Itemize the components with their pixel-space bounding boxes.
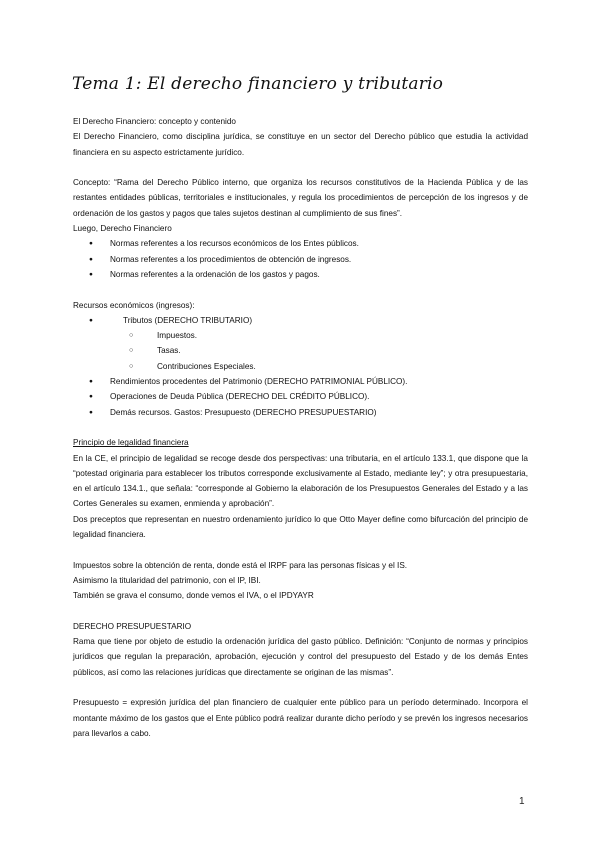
list-item: ● Normas referentes a la ordenación de los gastos y pagos. (73, 267, 528, 282)
tributos-label: Tributos (DERECHO TRIBUTARIO) (123, 315, 253, 325)
impuestos-line: También se grava el consumo, donde vemos el IVA, o el IPDYAYR (73, 591, 314, 601)
concepto-lead: Luego, Derecho Financiero (73, 224, 172, 234)
legalidad-paragraph-2: Dos preceptos que representan en nuestro ordenamiento jurídico lo que Otto Mayer define como bifurcación del principio de legalidad financiera. (73, 514, 528, 540)
concepto-list (73, 236, 528, 282)
list-item-tributos (73, 313, 528, 328)
sublist-item: ○ Tasas. (73, 343, 528, 358)
tributos-sublist (73, 328, 528, 374)
list-item: ● Operaciones de Deuda Pública (DERECHO DEL CRÉDITO PÚBLICO). (73, 389, 528, 404)
sublist-item: ○ Contribuciones Especiales. (73, 359, 528, 374)
presupuestario-heading: DERECHO PRESUPUESTARIO (73, 621, 192, 631)
document-body (73, 114, 528, 741)
recursos-lead: Recursos económicos (ingresos): (73, 300, 195, 310)
list-item: ● Normas referentes a los procedimientos de obtención de ingresos. (73, 252, 528, 267)
recursos-list (73, 313, 528, 328)
presupuestario-paragraph-2: Presupuesto = expresión jurídica del plan financiero de cualquier ente público para un período determinado. Incorpora el montante máximo de los gastos que el Ente público podrá realizar durante dicho período y se prevén los ingresos necesarios para llevarlos a cabo. (73, 698, 528, 738)
list-item: ● Demás recursos. Gastos: Presupuesto (DERECHO PRESUPUESTARIO) (73, 405, 528, 420)
section-heading: El Derecho Financiero: concepto y contenido (73, 117, 236, 126)
page-number: 1 (519, 796, 525, 807)
concepto-paragraph: Concepto: “Rama del Derecho Público interno, que organiza los recursos constitutivos de la Hacienda Pública y de las restantes entidades públicas, territoriales e institucionales, y regula los procedimientos de percepción de los ingresos y de ordenación de los gastos y pagos que tales sujetos destinan al cumplimiento de sus fines”. (73, 178, 528, 218)
paragraph: El Derecho Financiero, como disciplina jurídica, se constituye en un sector del Derecho público que estudia la actividad financiera en su aspecto estrictamente jurídico. (73, 132, 528, 157)
sublist-item: ○ Impuestos. (73, 328, 528, 343)
legalidad-heading: Principio de legalidad financiera (73, 438, 189, 448)
impuestos-line: Asimismo la titularidad del patrimonio, con el IP, IBI. (73, 575, 261, 585)
legalidad-paragraph-1: En la CE, el principio de legalidad se recoge desde dos perspectivas: una tributaria, en el artículo 133.1, que dispone que la “potestad originaria para establecer los tributos corresponde exclusivamente al Estado, mediante ley”; y otra presupuestaria, en el artículo 134.1., que señala: “corresponde al Gobierno la elaboración de los Presupuestos Generales del Estado y a las Cortes Generales su examen, enmienda y aprobación”. (73, 453, 528, 509)
impuestos-line: Impuestos sobre la obtención de renta, donde está el IRPF para las personas físicas y el IS. (73, 560, 408, 570)
list-item: ● Rendimientos procedentes del Patrimonio (DERECHO PATRIMONIAL PÚBLICO). (73, 374, 528, 389)
presupuestario-paragraph-1: Rama que tiene por objeto de estudio la ordenación jurídica del gasto público. Definición: “Conjunto de normas y principios jurídicos que regulan la preparación, aprobación, ejecución y control del presupuesto del Estado y de los demás Entes públicos, así como las relaciones jurídicas que directamente se originan de las mismas”. (73, 637, 528, 677)
document-title: Tema 1: El derecho financiero y tributario (72, 74, 444, 94)
list-item: ● Normas referentes a los recursos económicos de los Entes públicos. (73, 236, 528, 251)
recursos-list-cont (73, 374, 528, 420)
